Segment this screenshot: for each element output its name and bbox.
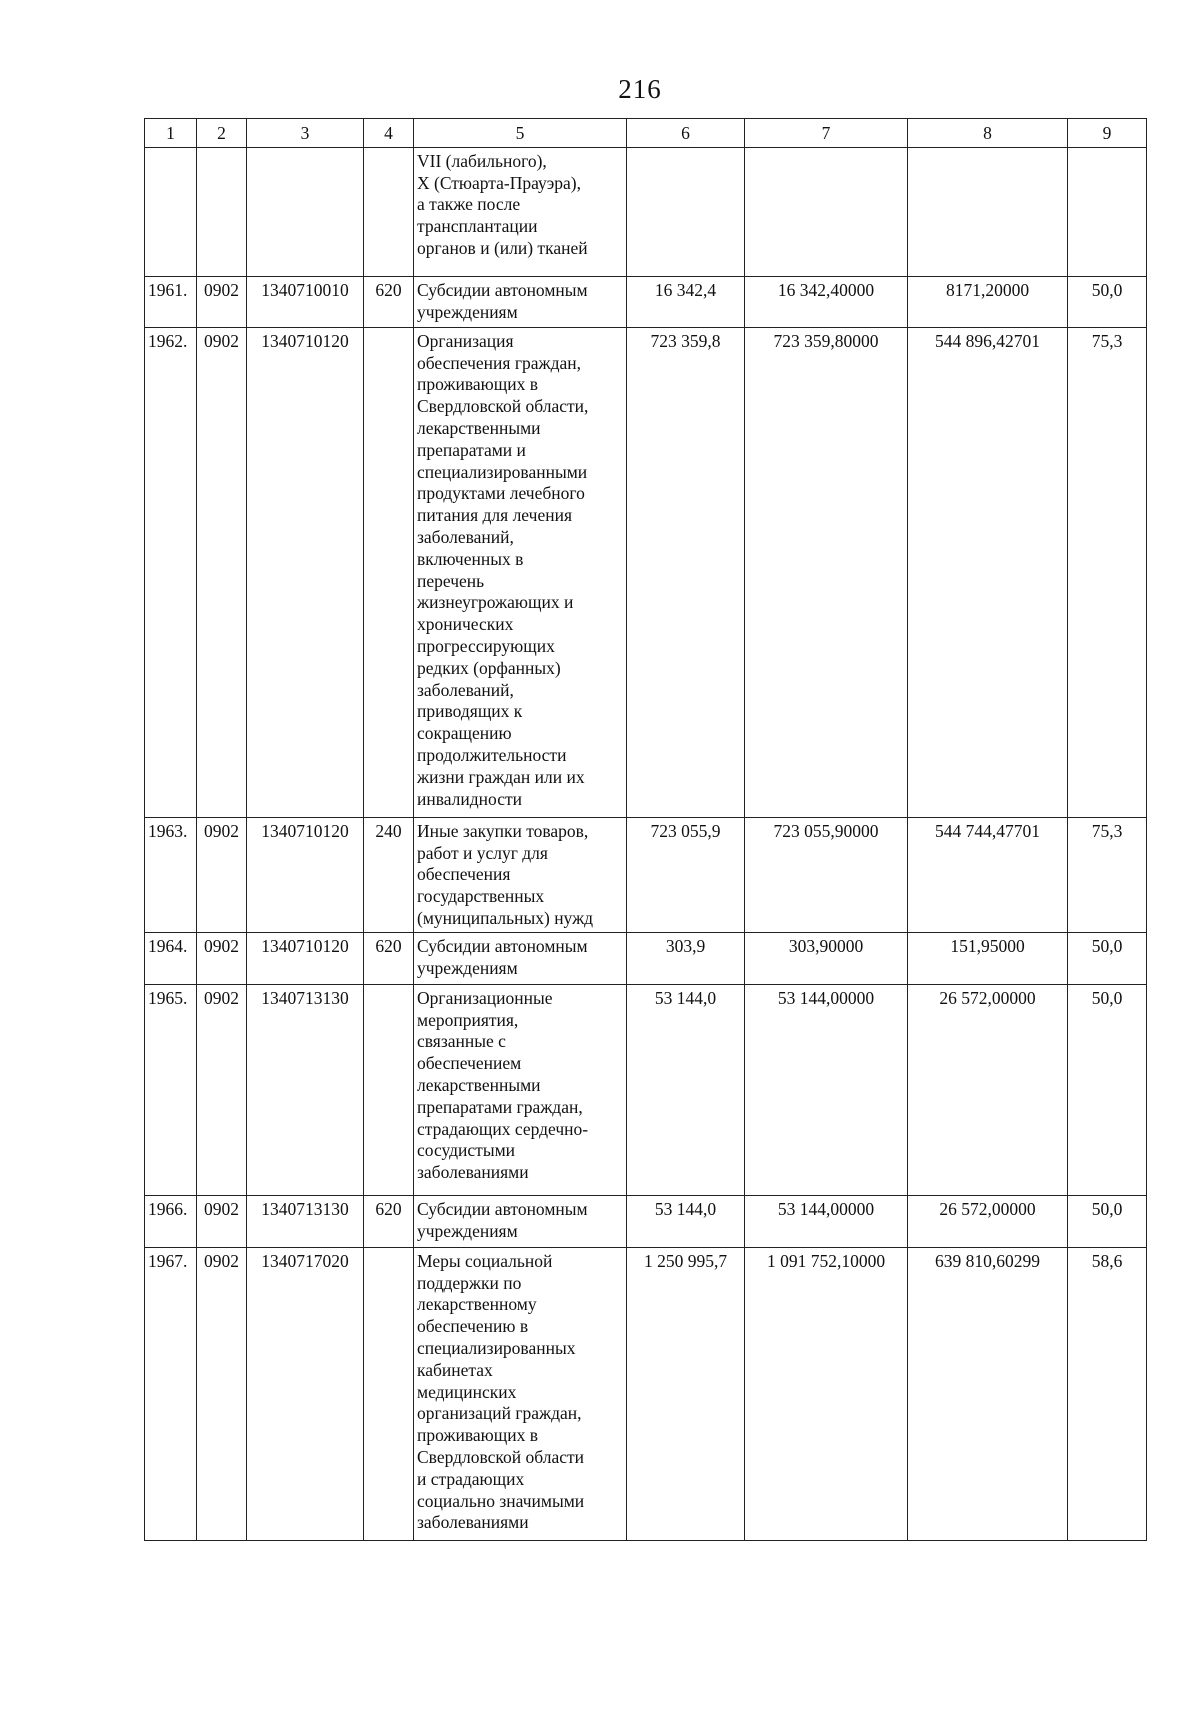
row-number: 1965. xyxy=(145,984,197,1195)
executed-amount: 26 572,00000 xyxy=(908,1195,1068,1247)
executed-amount: 544 744,47701 xyxy=(908,817,1068,932)
plan-amount xyxy=(745,147,908,276)
section-code: 0902 xyxy=(197,327,247,817)
executed-amount: 544 896,42701 xyxy=(908,327,1068,817)
plan-amount: 723 055,90000 xyxy=(745,817,908,932)
approved-amount: 723 359,8 xyxy=(627,327,745,817)
table-row xyxy=(145,984,1147,1195)
approved-amount: 303,9 xyxy=(627,932,745,984)
approved-amount: 53 144,0 xyxy=(627,984,745,1195)
section-code: 0902 xyxy=(197,1247,247,1540)
table-row xyxy=(145,817,1147,932)
table-row xyxy=(145,1247,1147,1540)
row-number: 1963. xyxy=(145,817,197,932)
row-number: 1962. xyxy=(145,327,197,817)
table-row xyxy=(145,147,1147,276)
header-col-1: 1 xyxy=(145,119,197,148)
approved-amount xyxy=(627,147,745,276)
item-name: Иные закупки товаров, работ и услуг для обеспечения государственных (муниципальных) нужд xyxy=(414,817,627,932)
execution-percent: 50,0 xyxy=(1068,984,1147,1195)
execution-percent: 75,3 xyxy=(1068,327,1147,817)
executed-amount: 8171,20000 xyxy=(908,276,1068,327)
expense-type: 240 xyxy=(364,817,414,932)
expense-type: 620 xyxy=(364,932,414,984)
expense-type: 620 xyxy=(364,276,414,327)
plan-amount: 723 359,80000 xyxy=(745,327,908,817)
executed-amount: 151,95000 xyxy=(908,932,1068,984)
section-code: 0902 xyxy=(197,1195,247,1247)
section-code: 0902 xyxy=(197,932,247,984)
table-row xyxy=(145,276,1147,327)
row-number: 1961. xyxy=(145,276,197,327)
item-name: Организация обеспечения граждан, проживающих в Свердловской области, лекарственными препаратами и специализированными продуктами лечебного питания для лечения заболеваний, включенных в перечень жизнеугрожающих и хронических прогрессирующих редких (орфанных) заболеваний, приводящих к сокращению продолжительности жизни граждан или их инвалидности xyxy=(414,327,627,817)
target-code: 1340710120 xyxy=(247,817,364,932)
header-col-4: 4 xyxy=(364,119,414,148)
target-code: 1340717020 xyxy=(247,1247,364,1540)
budget-table xyxy=(144,118,1147,1541)
header-row xyxy=(145,119,1147,148)
section-code: 0902 xyxy=(197,817,247,932)
execution-percent: 58,6 xyxy=(1068,1247,1147,1540)
item-name: Субсидии автономным учреждениям xyxy=(414,276,627,327)
expense-type xyxy=(364,327,414,817)
table-row xyxy=(145,1195,1147,1247)
approved-amount: 53 144,0 xyxy=(627,1195,745,1247)
plan-amount: 53 144,00000 xyxy=(745,984,908,1195)
item-name: VII (лабильного), X (Стюарта-Прауэра), а также после трансплантации органов и (или) тканей xyxy=(414,147,627,276)
item-name: Субсидии автономным учреждениям xyxy=(414,932,627,984)
row-number: 1967. xyxy=(145,1247,197,1540)
header-col-3: 3 xyxy=(247,119,364,148)
executed-amount: 26 572,00000 xyxy=(908,984,1068,1195)
expense-type xyxy=(364,1247,414,1540)
execution-percent xyxy=(1068,147,1147,276)
approved-amount: 1 250 995,7 xyxy=(627,1247,745,1540)
section-code: 0902 xyxy=(197,276,247,327)
item-name: Субсидии автономным учреждениям xyxy=(414,1195,627,1247)
page-number: 216 xyxy=(618,74,662,104)
plan-amount: 303,90000 xyxy=(745,932,908,984)
expense-type xyxy=(364,147,414,276)
expense-type xyxy=(364,984,414,1195)
header-col-2: 2 xyxy=(197,119,247,148)
execution-percent: 75,3 xyxy=(1068,817,1147,932)
section-code xyxy=(197,147,247,276)
header-col-7: 7 xyxy=(745,119,908,148)
target-code: 1340710120 xyxy=(247,932,364,984)
plan-amount: 53 144,00000 xyxy=(745,1195,908,1247)
plan-amount: 1 091 752,10000 xyxy=(745,1247,908,1540)
row-number xyxy=(145,147,197,276)
approved-amount: 723 055,9 xyxy=(627,817,745,932)
header-col-5: 5 xyxy=(414,119,627,148)
row-number: 1964. xyxy=(145,932,197,984)
plan-amount: 16 342,40000 xyxy=(745,276,908,327)
target-code xyxy=(247,147,364,276)
target-code: 1340713130 xyxy=(247,984,364,1195)
table-row xyxy=(145,932,1147,984)
approved-amount: 16 342,4 xyxy=(627,276,745,327)
item-name: Организационные мероприятия, связанные с обеспечением лекарственными препаратами граждан, страдающих сердечно- сосудистыми заболеваниями xyxy=(414,984,627,1195)
section-code: 0902 xyxy=(197,984,247,1195)
header-col-9: 9 xyxy=(1068,119,1147,148)
target-code: 1340710120 xyxy=(247,327,364,817)
execution-percent: 50,0 xyxy=(1068,276,1147,327)
header-col-6: 6 xyxy=(627,119,745,148)
header-col-8: 8 xyxy=(908,119,1068,148)
execution-percent: 50,0 xyxy=(1068,1195,1147,1247)
expense-type: 620 xyxy=(364,1195,414,1247)
execution-percent: 50,0 xyxy=(1068,932,1147,984)
executed-amount xyxy=(908,147,1068,276)
target-code: 1340713130 xyxy=(247,1195,364,1247)
table-row xyxy=(145,327,1147,817)
target-code: 1340710010 xyxy=(247,276,364,327)
row-number: 1966. xyxy=(145,1195,197,1247)
item-name: Меры социальной поддержки по лекарственному обеспечению в специализированных кабинетах медицинских организаций граждан, проживающих в Свердловской области и страдающих социально значимыми заболеваниями xyxy=(414,1247,627,1540)
executed-amount: 639 810,60299 xyxy=(908,1247,1068,1540)
